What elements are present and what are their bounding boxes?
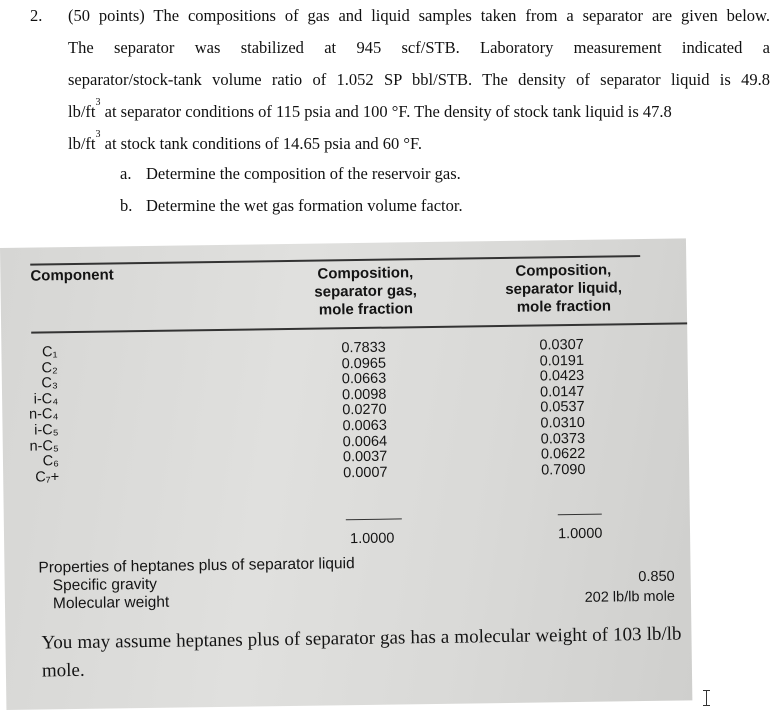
molecular-weight-label: Molecular weight: [52, 593, 170, 613]
molecular-weight-value: 202 lb/lb mole: [584, 588, 676, 606]
component-cell: C₆: [42, 453, 60, 470]
problem-line-1: (50 points) The compositions of gas and liquid samples taken from a separator are given below.: [68, 6, 770, 25]
subquestion-a: a. Determine the composition of the reservoir gas.: [120, 164, 461, 183]
component-cell: C₂: [41, 359, 58, 377]
header-component: Component: [30, 266, 114, 285]
liquid-fraction-cell: 0.0622: [540, 446, 586, 463]
gas-fraction-cell: 0.7833: [341, 339, 386, 357]
liquid-sum-rule: [558, 514, 602, 516]
component-cell: C₃: [41, 375, 59, 392]
component-cell: i-C₄: [33, 390, 59, 408]
text-cursor-icon: [706, 690, 707, 706]
gas-fraction-cell: 0.0965: [341, 355, 387, 372]
gas-fraction-column: [341, 341, 387, 482]
liquid-fraction-cell: 0.0307: [539, 336, 584, 354]
gas-fraction-cell: 0.0098: [341, 386, 387, 404]
liquid-fraction-cell: 0.0373: [540, 430, 586, 448]
properties-values: [565, 567, 676, 609]
problem-line-4: $lb/ft^3$ at separator conditions of 115 psia and 100 °F. The density of stock tank liquid is 47.8: [68, 97, 672, 121]
component-cell: n-C₅: [29, 437, 59, 455]
component-column: [3, 345, 59, 486]
specific-gravity-label: Specific gravity: [52, 575, 158, 595]
header-gas: Composition, separator gas, mole fraction: [314, 264, 418, 319]
liquid-fraction-cell: 0.0147: [539, 383, 585, 401]
gas-sum-rule: [346, 518, 402, 520]
problem-line-2: The separator was stabilized at 945 scf/STB. Laboratory measurement indicated a: [68, 38, 770, 57]
gas-fraction-cell: 0.0270: [342, 401, 387, 419]
liquid-fraction-cell: 0.0310: [540, 414, 585, 432]
component-cell: C₇+: [35, 468, 60, 486]
gas-fraction-cell: 0.0007: [343, 464, 388, 481]
gas-fraction-cell: 0.0063: [342, 417, 387, 435]
liquid-fraction-column: [539, 338, 585, 479]
problem-line-5: $lb/ft^3$ at stock tank conditions of 14.65 psia and 60 °F.: [68, 129, 422, 153]
component-cell: C₁: [41, 344, 58, 361]
liquid-fraction-cell: 0.0191: [539, 352, 585, 370]
properties-title: Properties of heptanes plus of separator liquid: [38, 555, 355, 577]
component-cell: n-C₄: [28, 406, 59, 423]
liquid-total: 1.0000: [557, 525, 603, 543]
properties-block: [38, 555, 355, 613]
problem-line-3: separator/stock-tank volume ratio of 1.052 SP bbl/STB. The density of separator liquid is 49.8: [68, 70, 770, 89]
subquestions: [120, 158, 463, 222]
gas-fraction-cell: 0.0064: [342, 433, 388, 450]
component-cell: i-C₅: [34, 422, 59, 439]
subquestion-b: b. Determine the wet gas formation volume factor.: [120, 196, 463, 215]
liquid-fraction-cell: 0.0537: [540, 399, 585, 416]
liquid-fraction-cell: 0.7090: [541, 461, 586, 479]
assumption-note: You may assume heptanes plus of separator gas has a molecular weight of 103 lb/lb mole.: [41, 623, 682, 682]
table-header-rule: [31, 322, 687, 333]
gas-fraction-cell: 0.0663: [341, 370, 387, 388]
specific-gravity-value: 0.850: [638, 568, 675, 586]
problem-number: 2.: [30, 6, 43, 25]
gas-total: 1.0000: [349, 530, 395, 548]
gas-fraction-cell: 0.0037: [342, 448, 388, 466]
header-liquid: Composition, separator liquid, mole fraction: [505, 261, 623, 316]
problem-text: [68, 0, 770, 160]
table-photo: [0, 238, 692, 710]
liquid-fraction-cell: 0.0423: [539, 368, 585, 385]
